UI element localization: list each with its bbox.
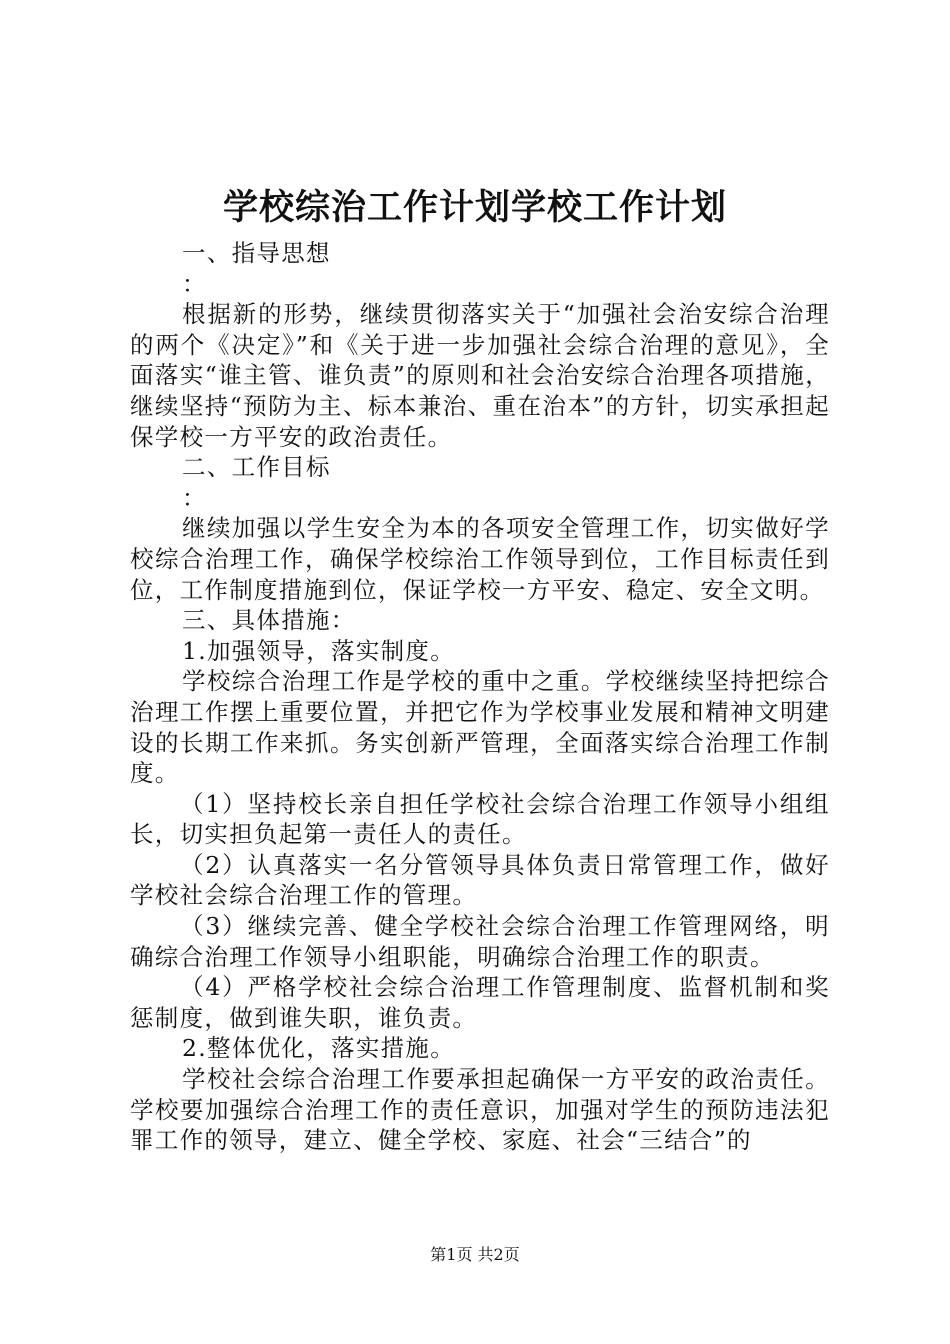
paragraph-optimization: 学校社会综合治理工作要承担起确保一方平安的政治责任。学校要加强综合治理工作的责任意识，加强对学生的预防违法犯罪工作的领导，建立、健全学校、家庭、社会“三结合”的: [130, 1065, 830, 1155]
list-item: （2）认真落实一名分管领导具体负责日常管理工作，做好学校社会综合治理工作的管理。: [130, 850, 830, 910]
colon-line: ：: [182, 483, 207, 512]
page-footer: 第1页 共2页: [430, 1245, 520, 1264]
document-body: [130, 238, 830, 1156]
document-title: 学校综治工作计划学校工作计划: [222, 187, 727, 228]
heading-specific-measures: 三、具体措施：: [182, 606, 356, 635]
colon-line: ：: [182, 269, 207, 298]
list-item: （1）坚持校长亲自担任学校社会综合治理工作领导小组组长，切实担负起第一责任人的责任。: [130, 789, 830, 849]
heading-work-goals: 二、工作目标: [182, 453, 331, 482]
list-item: （3）继续完善、健全学校社会综合治理工作管理网络，明确综合治理工作领导小组职能，明确综合治理工作的职责。: [130, 912, 830, 971]
paragraph-leadership: 学校综合治理工作是学校的重中之重。学校继续坚持把综合治理工作摆上重要位置，并把它作为学校事业发展和精神文明建设的长期工作来抓。务实创新严管理，全面落实综合治理工作制度。: [130, 667, 830, 788]
paragraph-work-goals: 继续加强以学生安全为本的各项安全管理工作，切实做好学校综合治理工作，确保学校综治工作领导到位，工作目标责任到位，工作制度措施到位，保证学校一方平安、稳定、安全文明。: [130, 514, 830, 604]
list-item: （4）严格学校社会综合治理工作管理制度、监督机制和奖惩制度，做到谁失职，谁负责。: [130, 973, 830, 1032]
subheading-optimization: 2.整体优化，落实措施。: [182, 1034, 456, 1063]
heading-guiding-ideology: 一、指导思想: [182, 239, 331, 267]
paragraph-guiding-ideology: 根据新的形势，继续贯彻落实关于“加强社会治安综合治理的两个《决定》”和《关于进一步加强社会综合治理的意见》，全面落实“谁主管、谁负责”的原则和社会治安综合治理各项措施，继续坚持“预防为主、标本兼治、重在治本”的方针，切实承担起保学校一方平安的政治责任。: [130, 300, 830, 451]
subheading-leadership: 1.加强领导，落实制度。: [182, 636, 456, 665]
